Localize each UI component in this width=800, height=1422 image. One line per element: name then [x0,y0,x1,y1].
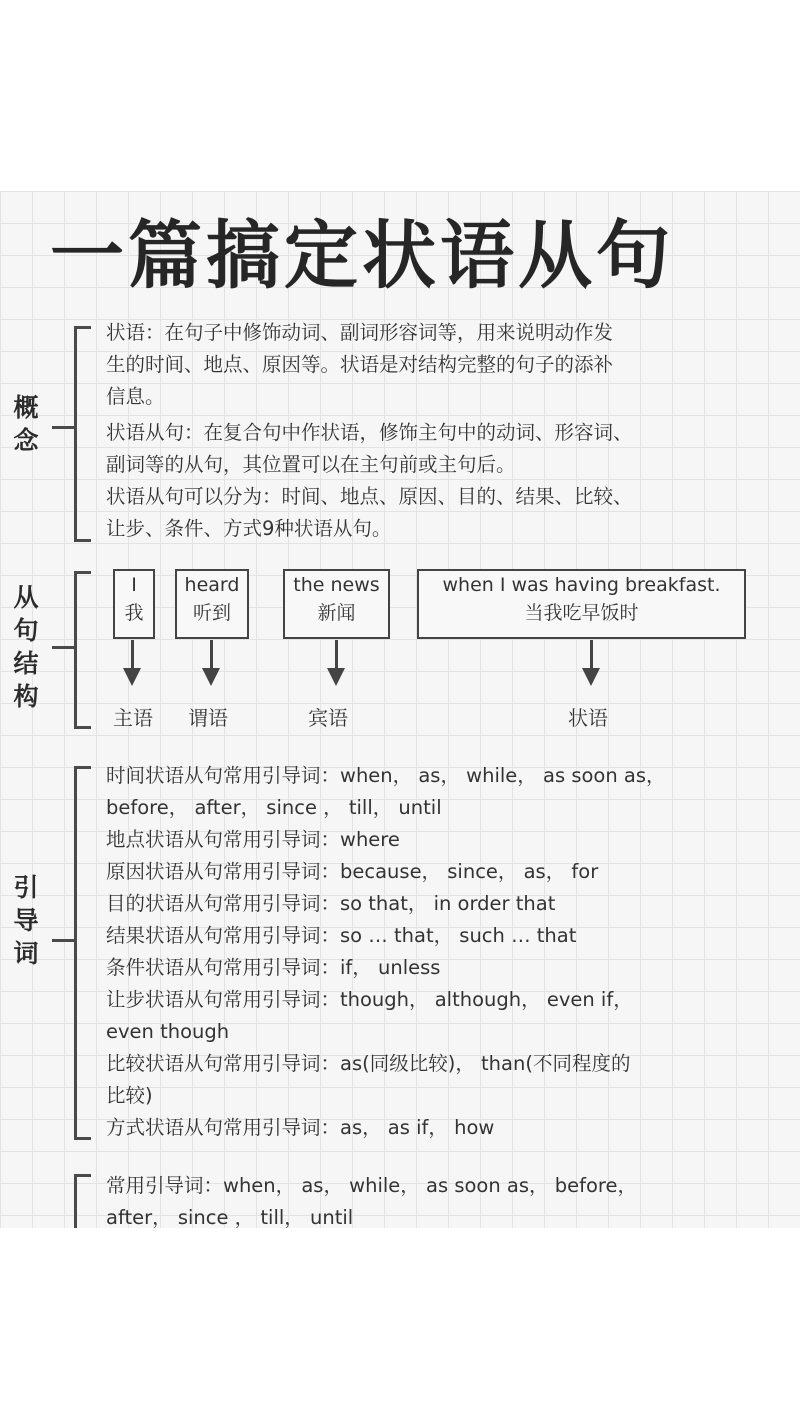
arrow-down-icon [327,668,345,686]
guide-line: 时间状语从句常用引导词：when， as， while， as soon as， [106,764,666,787]
concept-line: 状语从句：在复合句中作状语，修饰主句中的动词、形容词、 [106,421,633,444]
bottom-line: after， since ， till， until [106,1206,354,1228]
arrow-shaft [590,640,593,670]
label-char: 概 [13,393,39,422]
guide-line: 方式状语从句常用引导词：as， as if， how [106,1116,495,1139]
box-en: heard [184,574,240,596]
structure-box-subject [113,569,155,639]
arrow-shaft [131,640,134,670]
guide-line: even though [106,1020,230,1043]
guide-line: 条件状语从句常用引导词：if， unless [106,956,441,979]
box-cn: 听到 [192,602,231,624]
arrow-down-icon [123,668,141,686]
concept-line: 让步、条件、方式9种状语从句。 [106,517,392,540]
guide-bracket [74,766,91,1140]
label-char: 结 [13,649,39,678]
concept-line: 状语：在句子中修饰动词、副词形容词等，用来说明动作发 [106,321,614,344]
arrow-down-icon [202,668,220,686]
note-sheet [0,191,800,1228]
section-label-guide [8,871,44,970]
concept-line: 状语从句可以分为：时间、地点、原因、目的、结果、比较、 [106,485,633,508]
concept-line: 副词等的从句，其位置可以在主句前或主句后。 [106,453,516,476]
guide-line: 比较) [106,1084,153,1107]
role-subject: 主语 [113,706,153,730]
structure-bracket [74,571,91,729]
guide-line: 比较状语从句常用引导词：as(同级比较)， than(不同程度的 [106,1052,631,1075]
structure-box-verb [175,569,249,639]
role-adverbial: 状语 [568,706,608,730]
box-cn: 我 [124,602,144,624]
concept-line: 信息。 [106,385,165,408]
label-char: 导 [13,906,39,935]
label-char: 从 [13,583,39,612]
structure-box-object [283,569,390,639]
label-char: 句 [13,616,39,645]
structure-box-adverbial [417,569,746,639]
box-en: the news [293,574,380,596]
bottom-bracket [74,1174,91,1228]
guide-line: 让步状语从句常用引导词：though， although， even if， [106,988,633,1011]
guide-bracket-tick [52,939,74,942]
label-char: 念 [13,426,39,455]
label-char: 词 [13,939,39,968]
arrow-shaft [210,640,213,670]
label-char: 构 [13,682,39,711]
role-object: 宾语 [308,706,348,730]
box-cn: 新闻 [317,602,356,624]
structure-bracket-tick [52,646,74,649]
concept-bracket [74,326,91,542]
box-cn: 当我吃早饭时 [524,602,639,624]
guide-line: 地点状语从句常用引导词：where [106,828,400,851]
guide-line: 结果状语从句常用引导词：so … that， such … that [106,924,577,947]
bottom-line: 常用引导词：when， as， while， as soon as， before， [106,1174,637,1197]
box-en: when I was having breakfast. [442,574,721,596]
guide-line: 原因状语从句常用引导词：because， since， as， for [106,860,599,883]
label-char: 引 [13,873,39,902]
role-predicate: 谓语 [188,706,228,730]
guide-line: 目的状语从句常用引导词：so that， in order that [106,892,556,915]
section-label-concept [8,391,44,457]
concept-line: 生的时间、地点、原因等。状语是对结构完整的句子的添补 [106,353,614,376]
page-title: 一篇搞定状语从句 [50,213,674,299]
guide-line: before， after， since ， till， until [106,796,442,819]
arrow-shaft [335,640,338,670]
concept-bracket-tick [52,426,74,429]
arrow-down-icon [582,668,600,686]
box-en: I [131,574,137,596]
section-label-structure [8,581,44,713]
